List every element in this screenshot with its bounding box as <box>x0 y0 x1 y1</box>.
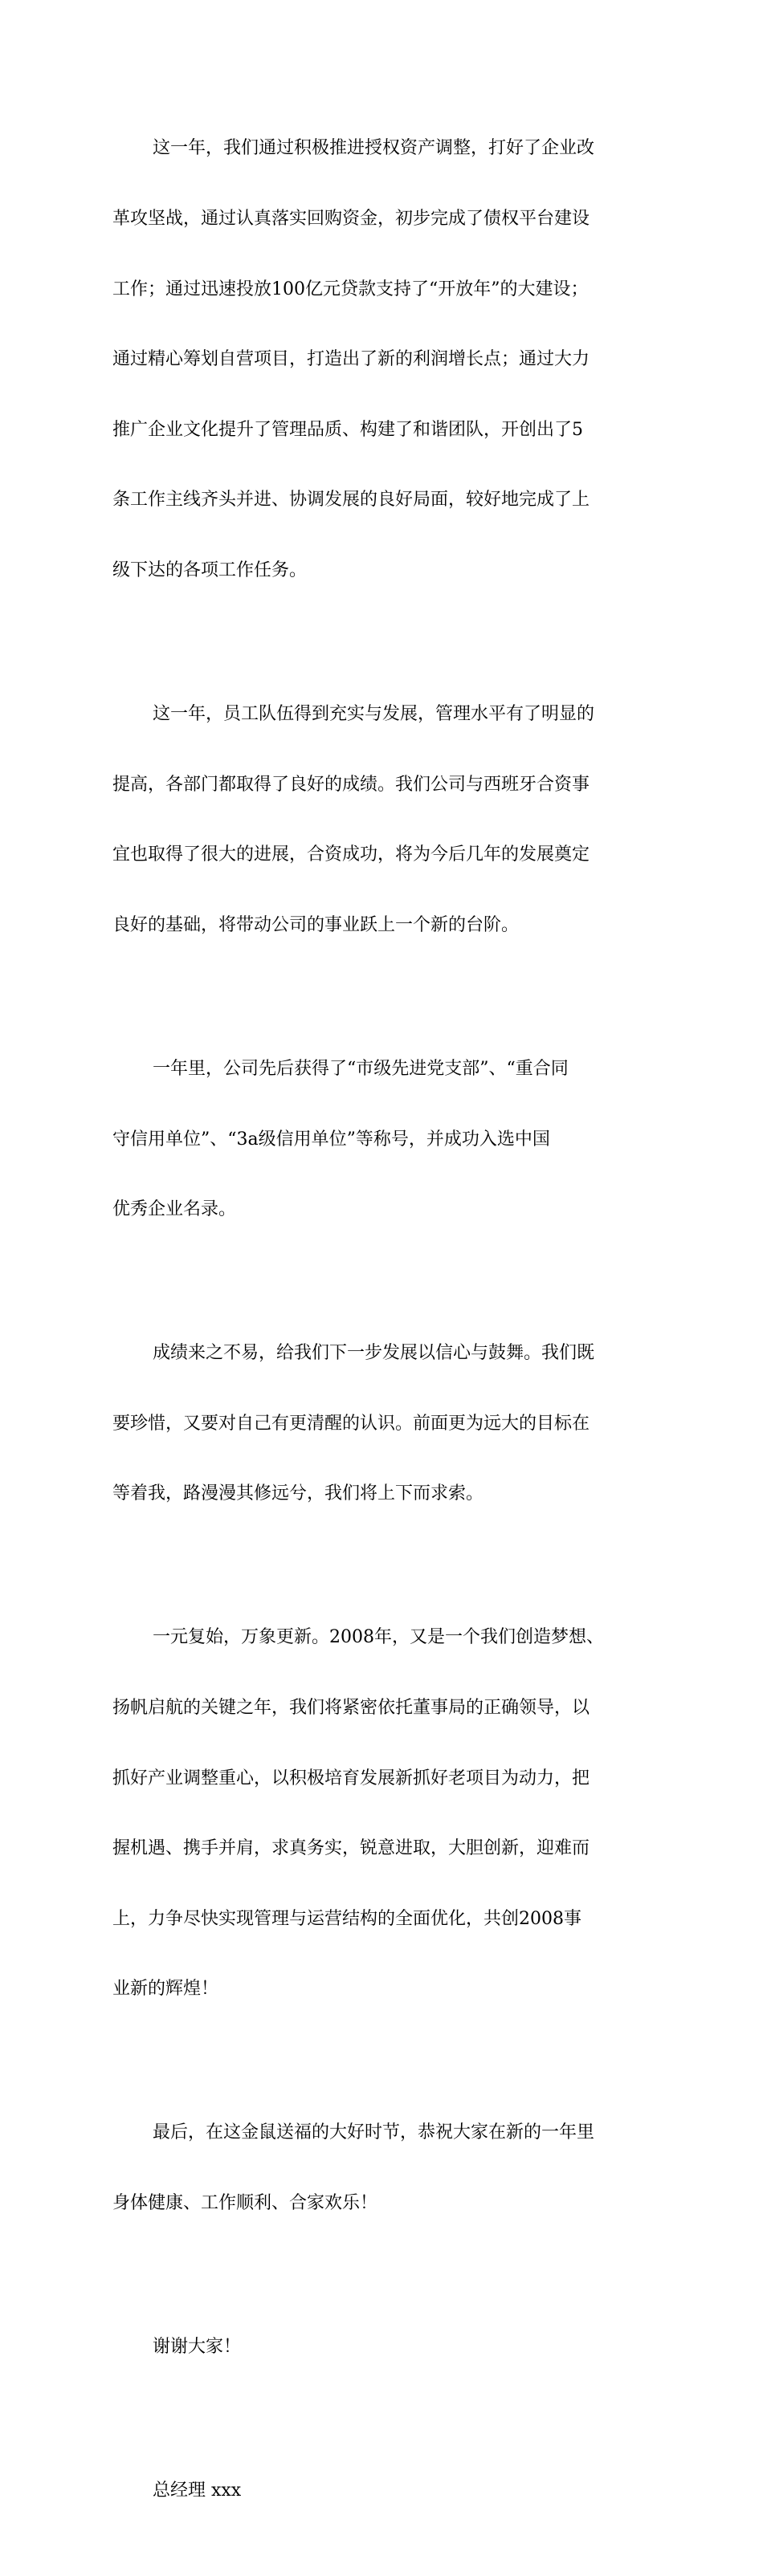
text-line: 总经理 xxx <box>153 2480 242 2501</box>
text-line: 条工作主线齐头并进、协调发展的良好局面，较好地完成了上 <box>112 490 590 511</box>
paragraph-wishes <box>112 2074 655 2262</box>
paragraph-encouragement <box>112 1295 655 1553</box>
text-line: 扬帆启航的关键之年，我们将紧密依托董事局的正确领导，以 <box>112 1698 590 1718</box>
text-line: 要珍惜，又要对自己有更清醒的认识。前面更为远大的目标在 <box>112 1413 590 1434</box>
text-line: 身体健康、工作顺利、合家欢乐！ <box>112 2193 378 2214</box>
text-line: 守信用单位”、“3a级信用单位”等称号，并成功入选中国 <box>112 1129 550 1150</box>
signature <box>112 2432 655 2550</box>
text-line: 等着我，路漫漫其修远兮，我们将上下而求索。 <box>112 1483 484 1504</box>
paragraph-staff-development <box>112 656 655 984</box>
paragraph-new-year-goals <box>112 1579 655 2048</box>
text-line: 抓好产业调整重心，以积极培育发展新抓好老项目为动力，把 <box>112 1768 590 1789</box>
text-line: 革攻坚战，通过认真落实回购资金，初步完成了债权平台建设 <box>112 209 590 230</box>
text-line: 成绩来之不易，给我们下一步发展以信心与鼓舞。我们既 <box>153 1343 595 1364</box>
document-body <box>112 90 655 2576</box>
text-line: 提高，各部门都取得了良好的成绩。我们公司与西班牙合资事 <box>112 774 590 795</box>
text-line: 推广企业文化提升了管理品质、构建了和谐团队，开创出了5 <box>112 419 583 440</box>
text-line: 最后，在这金鼠送福的大好时节，恭祝大家在新的一年里 <box>153 2122 595 2143</box>
text-line: 级下达的各项工作任务。 <box>112 560 308 581</box>
text-line: 握机遇、携手并肩，求真务实，锐意进取，大胆创新，迎难而 <box>112 1838 590 1859</box>
text-line: 这一年，员工队伍得到充实与发展，管理水平有了明显的 <box>153 704 595 725</box>
text-line: 一年里，公司先后获得了“市级先进党支部”、“重合同 <box>153 1058 569 1079</box>
paragraph-thanks <box>112 2289 655 2406</box>
text-line: 优秀企业名录。 <box>112 1199 237 1220</box>
text-line: 谢谢大家！ <box>153 2337 242 2358</box>
text-line: 良好的基础，将带动公司的事业跃上一个新的台阶。 <box>112 914 520 935</box>
text-line: 上，力争尽快实现管理与运营结构的全面优化，共创2008事 <box>112 1908 581 1929</box>
text-line: 一元复始，万象更新。2008年，又是一个我们创造梦想、 <box>153 1627 604 1648</box>
text-line: 这一年，我们通过积极推进授权资产调整，打好了企业改 <box>153 138 595 159</box>
text-line: 通过精心筹划自营项目，打造出了新的利润增长点；通过大力 <box>112 349 590 370</box>
text-line: 工作；通过迅速投放100亿元贷款支持了“开放年”的大建设； <box>112 279 589 299</box>
paragraph-honors <box>112 1011 655 1268</box>
text-line: 宜也取得了很大的进展，合资成功，将为今后几年的发展奠定 <box>112 844 590 865</box>
text-line: 业新的辉煌！ <box>112 1979 219 2000</box>
paragraph-achievements <box>112 90 655 629</box>
